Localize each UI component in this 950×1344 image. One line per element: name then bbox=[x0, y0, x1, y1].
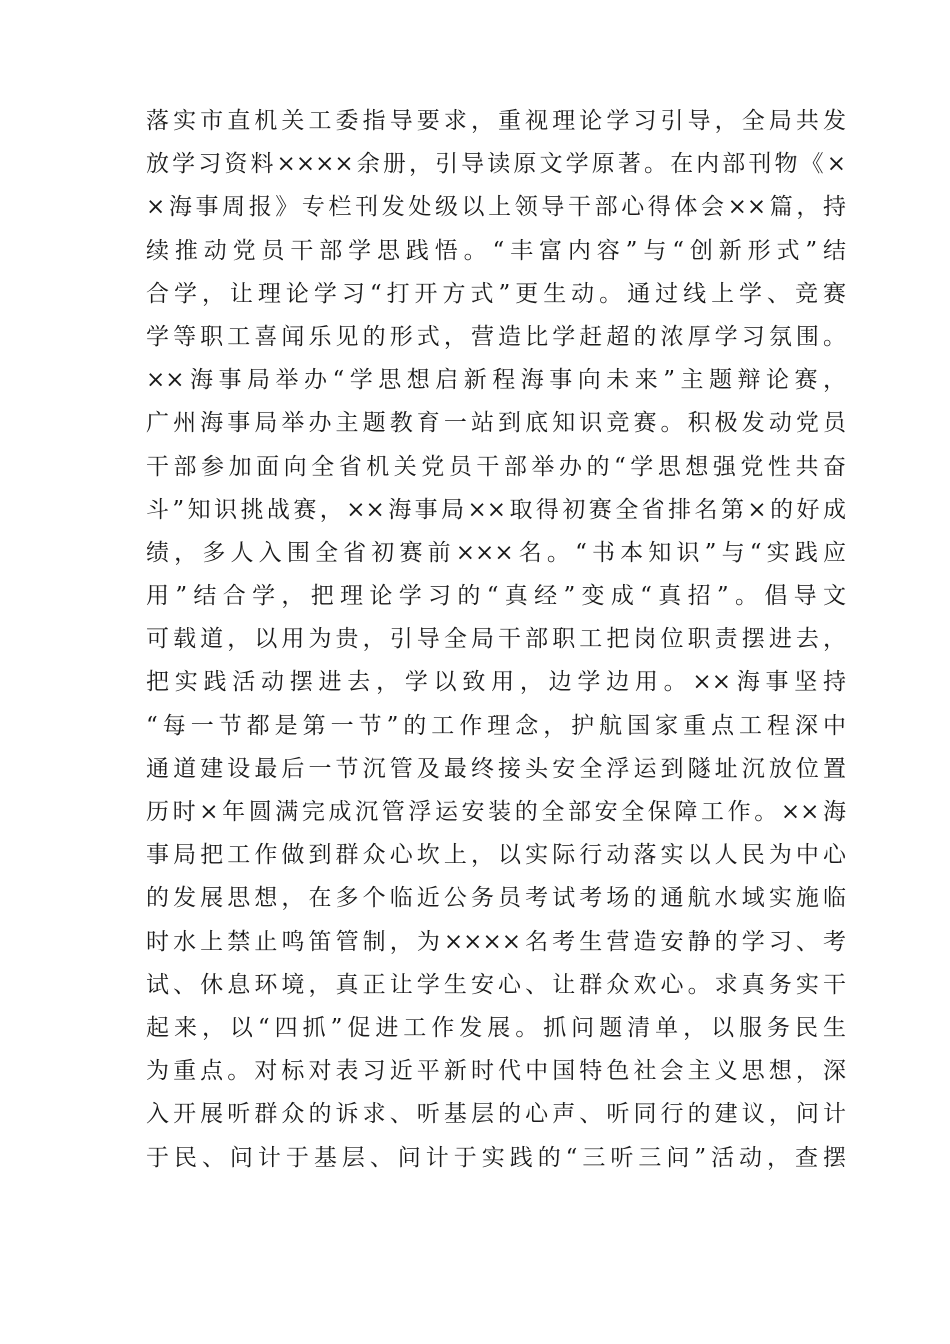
text-line: 时水上禁止鸣笛管制，为××××名考生营造安静的学习、考 bbox=[146, 928, 846, 955]
text-line: 干部参加面向全省机关党员干部举办的“学思想强党性共奋 bbox=[146, 453, 846, 480]
text-line: 历时×年圆满完成沉管浮运安装的全部安全保障工作。××海 bbox=[146, 799, 846, 825]
text-line: 把实践活动摆进去，学以致用，边学边用。××海事坚持 bbox=[146, 669, 846, 696]
text-line: 入开展听群众的诉求、听基层的心声、听同行的建议，问计 bbox=[146, 1101, 846, 1128]
text-line: 学等职工喜闻乐见的形式，营造比学赶超的浓厚学习氛围。 bbox=[146, 323, 846, 350]
text-line: 放学习资料××××余册，引导读原文学原著。在内部刊物《× bbox=[146, 151, 846, 178]
text-line: 落实市直机关工委指导要求，重视理论学习引导，全局共发 bbox=[146, 108, 846, 134]
text-line: 用”结合学，把理论学习的“真经”变成“真招”。倡导文 bbox=[146, 583, 846, 610]
text-line: ×海事周报》专栏刊发处级以上领导干部心得体会××篇，持 bbox=[146, 194, 846, 221]
text-line: 起来，以“四抓”促进工作发展。抓问题清单，以服务民生 bbox=[146, 1014, 846, 1041]
text-line: 于民、问计于基层、问计于实践的“三听三问”活动，查摆 bbox=[146, 1144, 846, 1171]
text-line: 试、休息环境，真正让学生安心、让群众欢心。求真务实干 bbox=[146, 971, 846, 998]
text-line: 可载道，以用为贵，引导全局干部职工把岗位职责摆进去， bbox=[146, 626, 846, 653]
body-paragraph bbox=[146, 100, 846, 1180]
text-line: 通道建设最后一节沉管及最终接头安全浮运到隧址沉放位置 bbox=[146, 755, 846, 782]
text-line: ××海事局举办“学思想启新程海事向未来”主题辩论赛， bbox=[146, 367, 846, 394]
text-line: 广州海事局举办主题教育一站到底知识竞赛。积极发动党员 bbox=[146, 410, 846, 437]
text-line: “每一节都是第一节”的工作理念，护航国家重点工程深中 bbox=[146, 712, 846, 739]
text-line: 斗”知识挑战赛，××海事局××取得初赛全省排名第×的好成 bbox=[146, 496, 846, 523]
text-line: 事局把工作做到群众心坎上，以实际行动落实以人民为中心 bbox=[146, 842, 846, 869]
text-line: 绩，多人入围全省初赛前×××名。“书本知识”与“实践应 bbox=[146, 539, 846, 566]
text-line: 续推动党员干部学思践悟。“丰富内容”与“创新形式”结 bbox=[146, 237, 846, 264]
text-line: 合学，让理论学习“打开方式”更生动。通过线上学、竞赛 bbox=[146, 280, 846, 307]
text-line: 的发展思想，在多个临近公务员考试考场的通航水域实施临 bbox=[146, 885, 846, 912]
text-line: 为重点。对标对表习近平新时代中国特色社会主义思想，深 bbox=[146, 1058, 846, 1085]
